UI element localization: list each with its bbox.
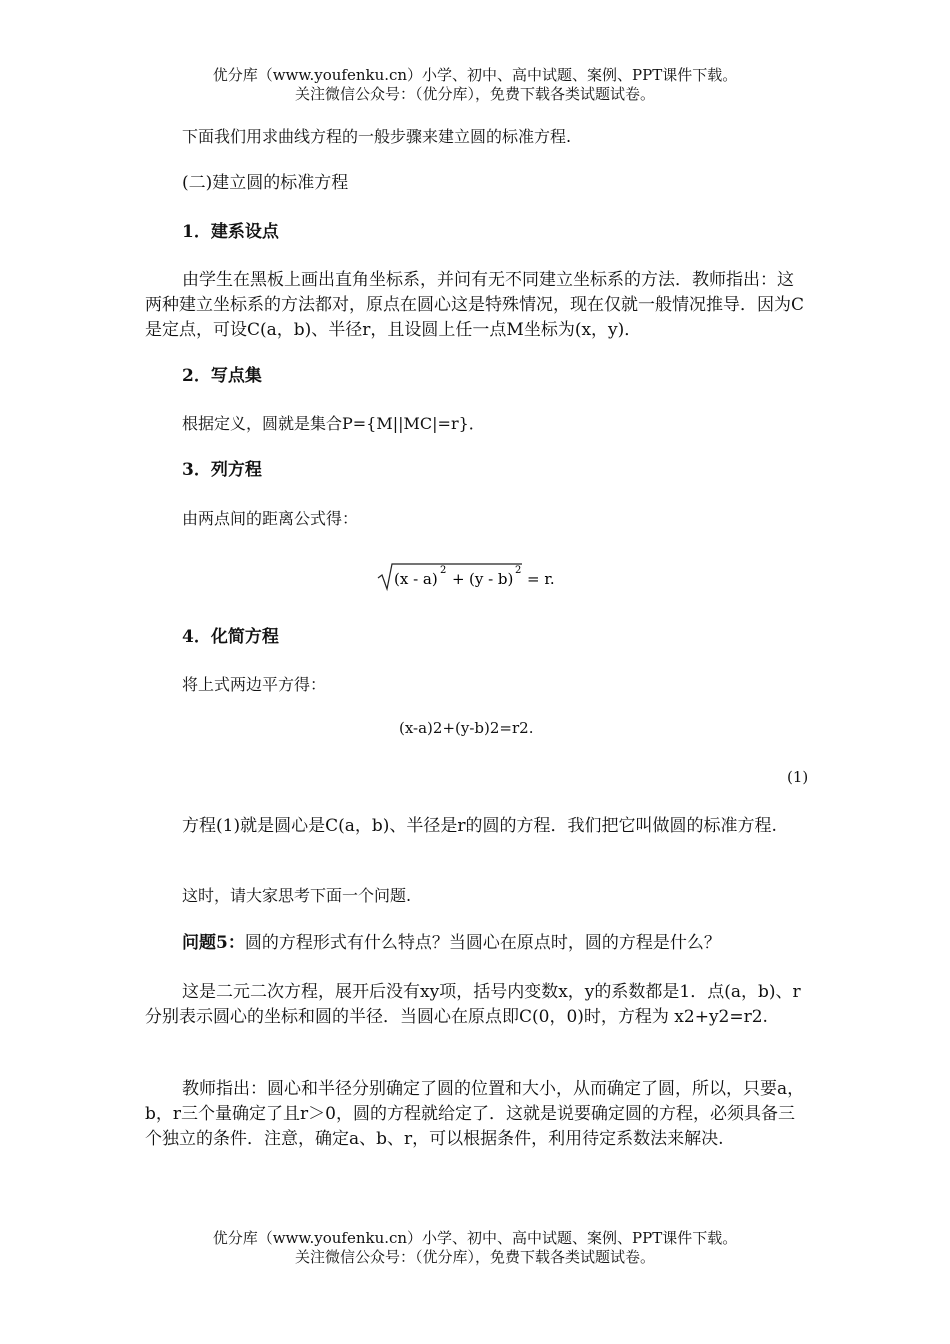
step3-heading: 3．列方程 bbox=[182, 460, 262, 480]
step1-paragraph: 由学生在黑板上画出直角坐标系，并问有无不同建立坐标系的方法．教师指出：这两种建立坐标系的方法都对，原点在圆心这是特殊情况，现在仅就一般情况推导．因为C是定点，可设C(a，b)、半径r，且设圆上任一点M坐标为(x，y)． bbox=[145, 270, 805, 340]
step3-paragraph: 由两点间的距离公式得： bbox=[182, 509, 359, 528]
footer-line-2: 关注微信公众号：（优分库），免费下载各类试题试卷。 bbox=[294, 1248, 655, 1266]
formula-exponent-1: 2 bbox=[440, 565, 447, 576]
formula-term-2: (y - b) bbox=[469, 570, 514, 588]
formula-rhs: = r. bbox=[527, 570, 555, 588]
header-line-2: 关注微信公众号：（优分库），免费下载各类试题试卷。 bbox=[294, 85, 655, 103]
formula-term-1: (x - a) bbox=[394, 570, 438, 588]
answer-5-paragraph: 这是二元二次方程，展开后没有xy项，括号内变数x，y的系数都是1．点(a，b)、r分别表示圆心的坐标和圆的半径．当圆心在原点即C(0，0)时，方程为 x2+y2=r2. bbox=[145, 982, 801, 1027]
question-5-label: 问题5： bbox=[182, 933, 245, 953]
question-5 bbox=[145, 931, 807, 956]
step1-heading: 1．建系设点 bbox=[182, 222, 279, 242]
standard-equation: (x-a)2+(y-b)2=r2. bbox=[399, 719, 534, 737]
teacher-note-paragraph: 教师指出：圆心和半径分别确定了圆的位置和大小，从而确定了圆，所以，只要a，b，r三个量确定了且r＞0，圆的方程就给定了．这就是说要确定圆的方程，必须具备三个独立的条件．注意，确定a、b、r，可以根据条件，利用待定系数法来解决. bbox=[145, 1079, 805, 1149]
footer-line-1: 优分库（www.youfenku.cn）小学、初中、高中试题、案例、PPT课件下载。 bbox=[212, 1229, 738, 1247]
equation-label: (1) bbox=[787, 768, 809, 786]
step2-paragraph: 根据定义，圆就是集合P={M||MC|=r}． bbox=[182, 414, 485, 433]
think-paragraph: 这时，请大家思考下面一个问题. bbox=[182, 886, 412, 905]
intro-paragraph: 下面我们用求曲线方程的一般步骤来建立圆的标准方程. bbox=[182, 127, 572, 146]
formula-exponent-2: 2 bbox=[515, 565, 522, 576]
section-title: (二)建立圆的标准方程 bbox=[182, 173, 349, 193]
distance-formula bbox=[376, 558, 566, 594]
formula-plus: + bbox=[452, 570, 465, 588]
page-header bbox=[0, 66, 950, 104]
standard-form-paragraph: 方程(1)就是圆心是C(a，b)、半径是r的圆的方程．我们把它叫做圆的标准方程. bbox=[182, 816, 777, 836]
step4-heading: 4．化简方程 bbox=[182, 627, 279, 647]
header-line-1: 优分库（www.youfenku.cn）小学、初中、高中试题、案例、PPT课件下载。 bbox=[212, 66, 738, 84]
step2-heading: 2．写点集 bbox=[182, 366, 262, 386]
page-footer bbox=[0, 1229, 950, 1267]
question-5-text: 圆的方程形式有什么特点？当圆心在原点时，圆的方程是什么？ bbox=[244, 933, 721, 953]
step4-paragraph: 将上式两边平方得： bbox=[182, 675, 327, 694]
